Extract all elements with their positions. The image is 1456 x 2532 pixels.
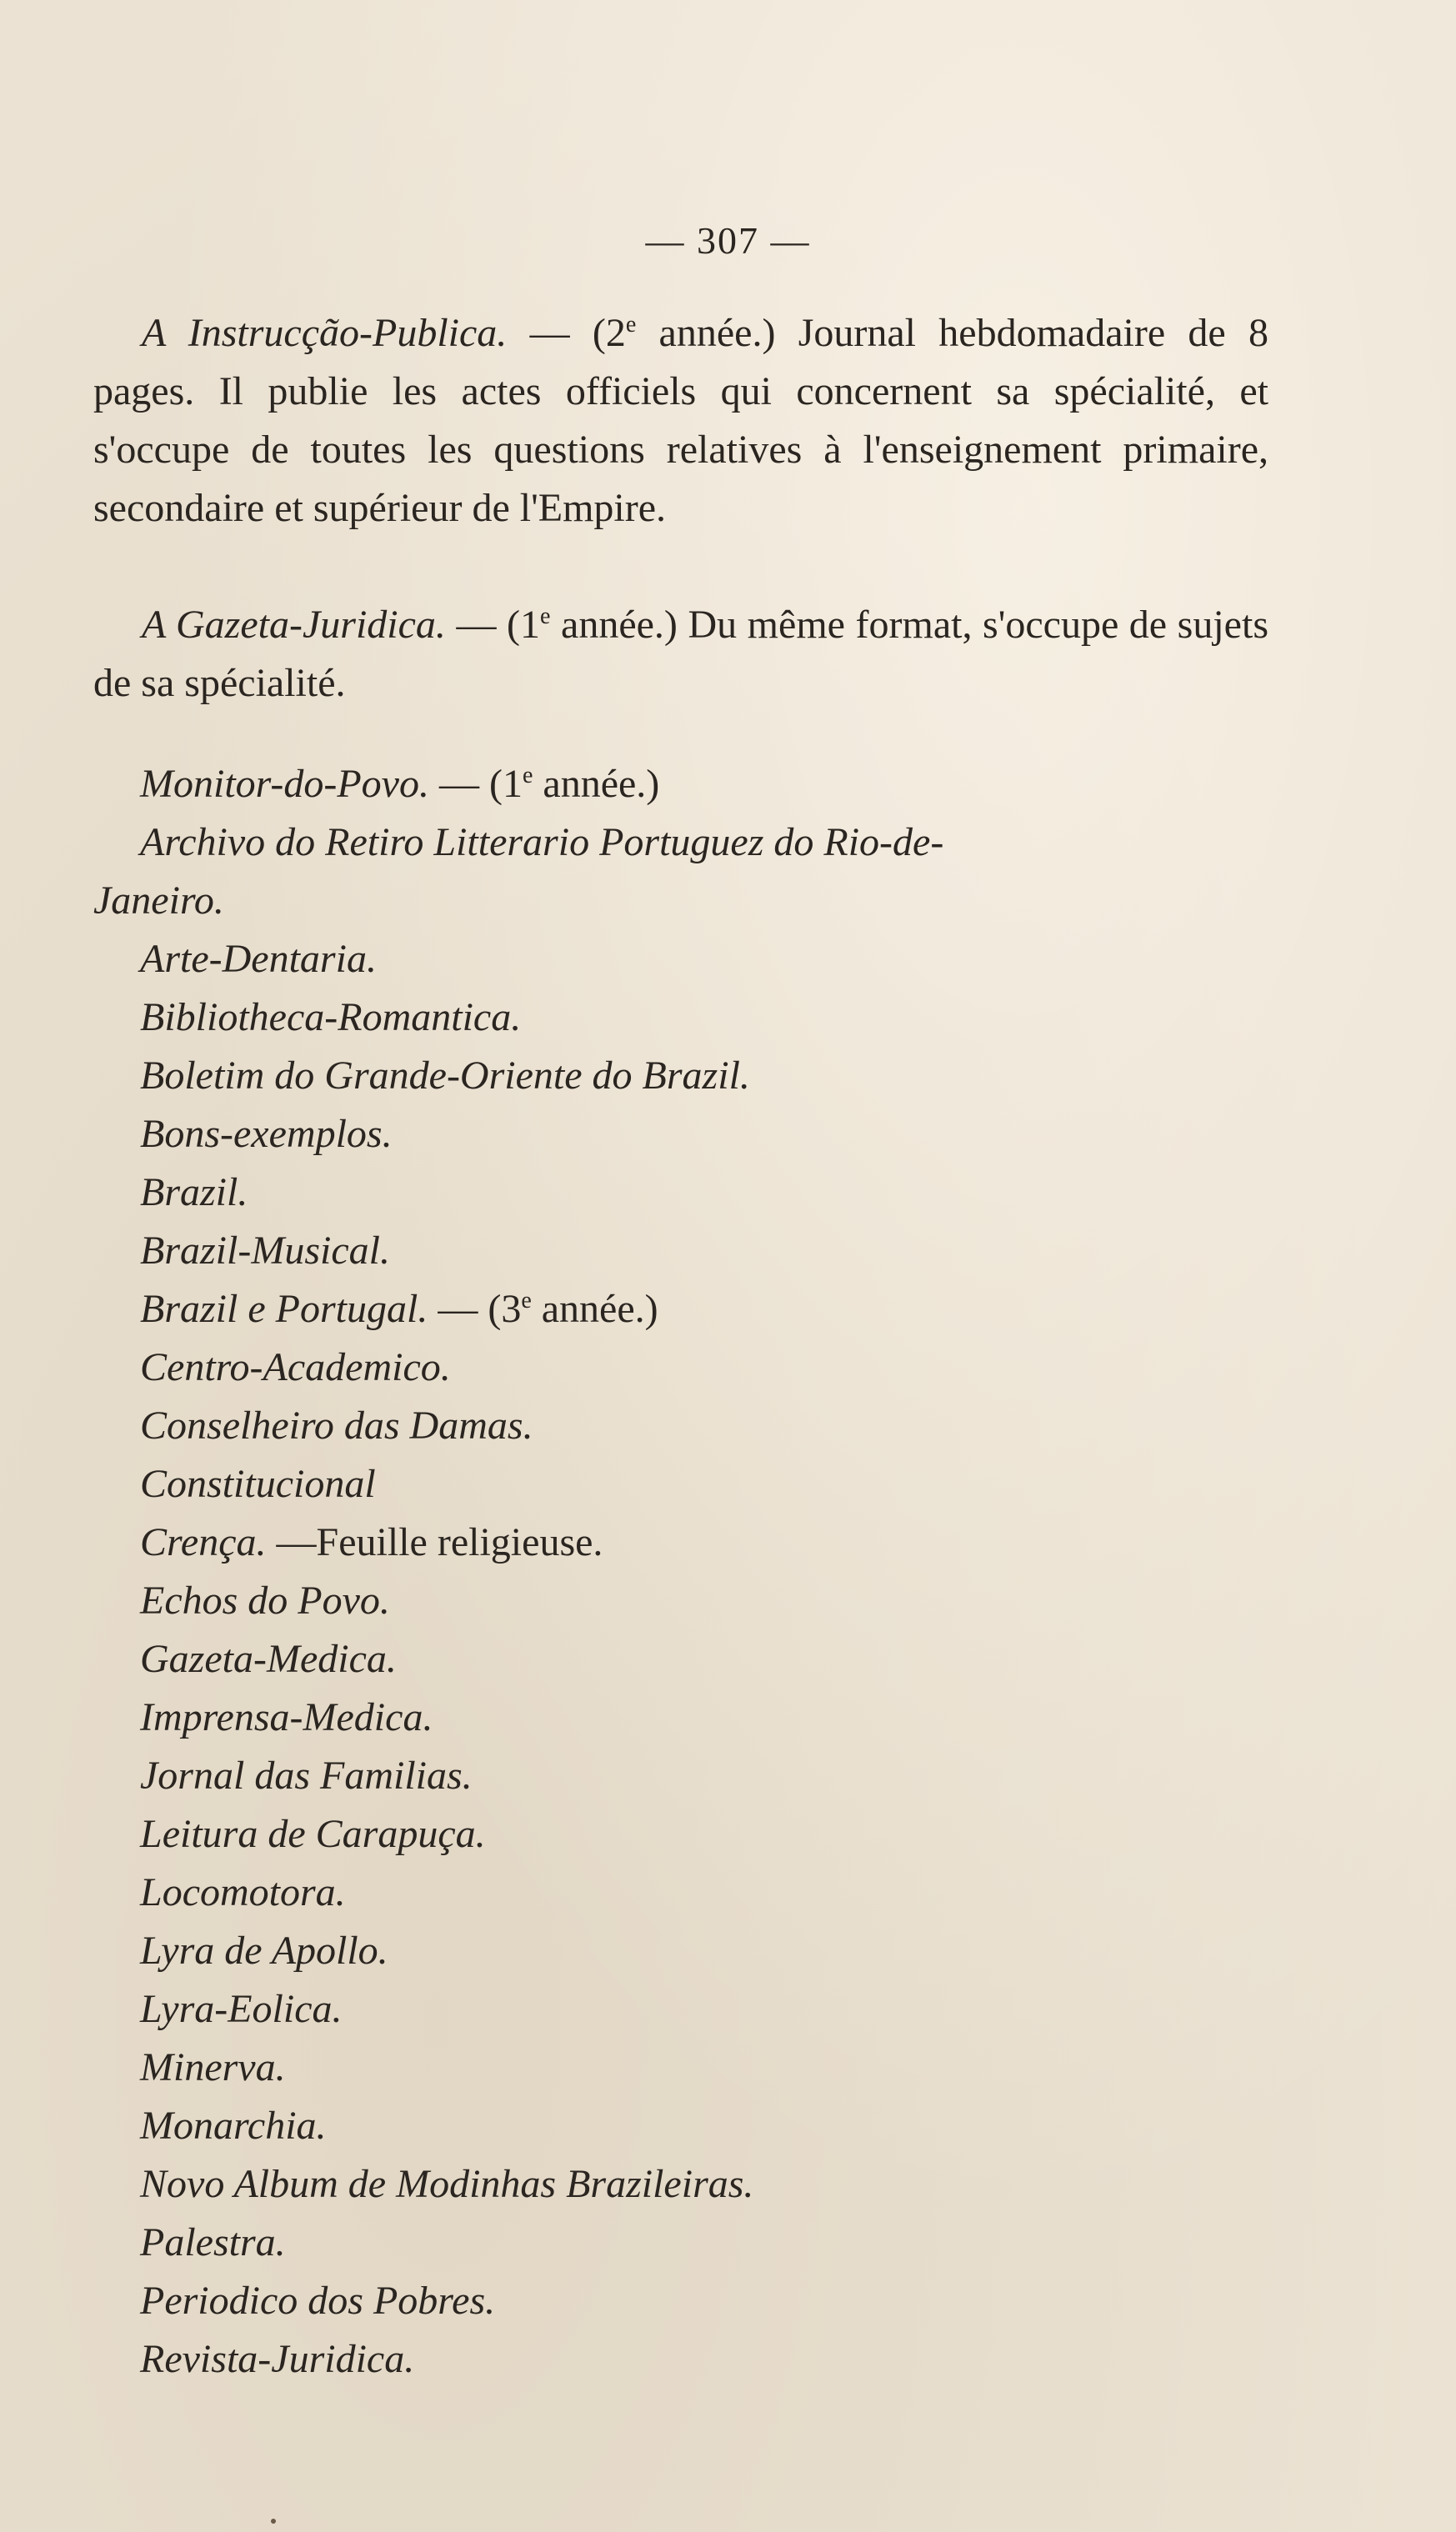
paragraph-title: A Instrucção-Publica.	[142, 311, 508, 355]
periodical-title: Bibliotheca-Romantica.	[140, 995, 522, 1039]
list-item	[140, 1922, 1307, 1980]
list-item	[140, 1280, 1307, 1339]
list-item	[140, 1747, 1307, 1805]
list-item	[140, 1514, 1307, 1572]
list-item	[140, 1105, 1307, 1163]
periodical-note-end: année.)	[531, 1287, 658, 1331]
periodical-note-sup: e	[522, 763, 533, 788]
list-item	[140, 755, 1307, 813]
paragraph-text: année.) Du même format, s'occupe de sujets de sa spécialité.	[93, 603, 1269, 705]
list-item	[140, 2330, 1307, 2389]
list-item	[140, 1047, 1307, 1105]
periodical-title: Leitura de Carapuça.	[140, 1812, 486, 1856]
list-item	[140, 1397, 1307, 1455]
periodical-title: Boletim do Grande-Oriente do Brazil.	[140, 1053, 750, 1098]
list-item	[140, 2155, 1307, 2214]
list-item	[140, 1455, 1307, 1514]
paragraph-instruccao-publica	[93, 304, 1268, 538]
periodical-title: Novo Album de Modinhas Brazileiras.	[140, 2162, 754, 2206]
list-item	[140, 2214, 1307, 2272]
periodical-title: Lyra de Apollo.	[140, 1929, 388, 1973]
periodicals-list	[93, 755, 1307, 2389]
list-item	[140, 1163, 1307, 1222]
list-item	[93, 872, 1307, 930]
periodical-title: Bons-exemplos.	[140, 1112, 393, 1156]
list-item	[140, 1222, 1307, 1280]
periodical-title: Revista-Juridica.	[140, 2337, 415, 2381]
page-number: — 307 —	[645, 219, 811, 262]
printer-mark	[271, 2519, 276, 2524]
list-item	[140, 813, 1307, 872]
periodical-title: Constitucional	[140, 1462, 376, 1506]
list-item	[140, 930, 1307, 988]
list-item	[140, 2272, 1307, 2330]
paragraph-text: année.) Journal hebdomadaire de 8 pages. Il publie les actes officiels qui concernent sa spécialité, et s'occupe de toutes les questions relatives à l'enseignement primaire, secondaire et supérieur de l'Empire.	[93, 311, 1268, 530]
list-item	[140, 1339, 1307, 1397]
list-item	[140, 2097, 1307, 2155]
periodical-title: Jornal das Familias.	[140, 1754, 473, 1798]
periodical-note: — (1	[428, 762, 523, 806]
paragraph-dash: — (2	[507, 311, 626, 355]
periodical-note-sup: e	[521, 1288, 532, 1314]
periodical-title: Crença.	[140, 1520, 267, 1564]
list-item	[140, 1805, 1307, 1864]
paragraph-sup: e	[625, 312, 637, 338]
periodical-title: Janeiro.	[93, 878, 224, 923]
list-item	[140, 2039, 1307, 2097]
periodical-note: —Feuille religieuse.	[266, 1520, 603, 1564]
periodical-note-end: année.)	[533, 762, 660, 806]
list-item	[140, 1572, 1307, 1630]
periodical-title: Locomotora.	[140, 1870, 346, 1914]
periodical-title: Imprensa-Medica.	[140, 1695, 433, 1739]
list-item	[140, 1630, 1307, 1689]
periodical-title: Palestra.	[140, 2220, 286, 2264]
paragraph-sup: e	[540, 603, 551, 629]
periodical-title: Brazil.	[140, 1170, 248, 1214]
paragraph-gazeta-juridica	[93, 596, 1268, 713]
paragraph-dash: — (1	[445, 603, 541, 647]
periodical-title: Gazeta-Medica.	[140, 1637, 397, 1681]
periodical-note: — (3	[428, 1287, 522, 1331]
periodical-title: Monarchia.	[140, 2104, 327, 2148]
list-item	[140, 1689, 1307, 1747]
periodical-title: Arte-Dentaria.	[140, 937, 377, 981]
list-item	[140, 988, 1307, 1047]
paragraph-title: A Gazeta-Juridica.	[142, 603, 446, 647]
periodical-title: Brazil-Musical.	[140, 1228, 390, 1273]
list-item	[140, 1980, 1307, 2039]
periodical-title: Periodico dos Pobres.	[140, 2279, 496, 2323]
periodical-title: Monitor-do-Povo.	[140, 762, 429, 806]
list-item	[140, 1864, 1307, 1922]
periodical-title: Minerva.	[140, 2045, 286, 2089]
periodical-title: Archivo do Retiro Litterario Portuguez do Rio-de-	[140, 820, 944, 864]
periodical-title: Brazil e Portugal.	[140, 1287, 428, 1331]
periodical-title: Lyra-Eolica.	[140, 1987, 343, 2031]
periodical-title: Centro-Academico.	[140, 1345, 451, 1389]
periodical-title: Conselheiro das Damas.	[140, 1404, 533, 1448]
periodical-title: Echos do Povo.	[140, 1579, 390, 1623]
